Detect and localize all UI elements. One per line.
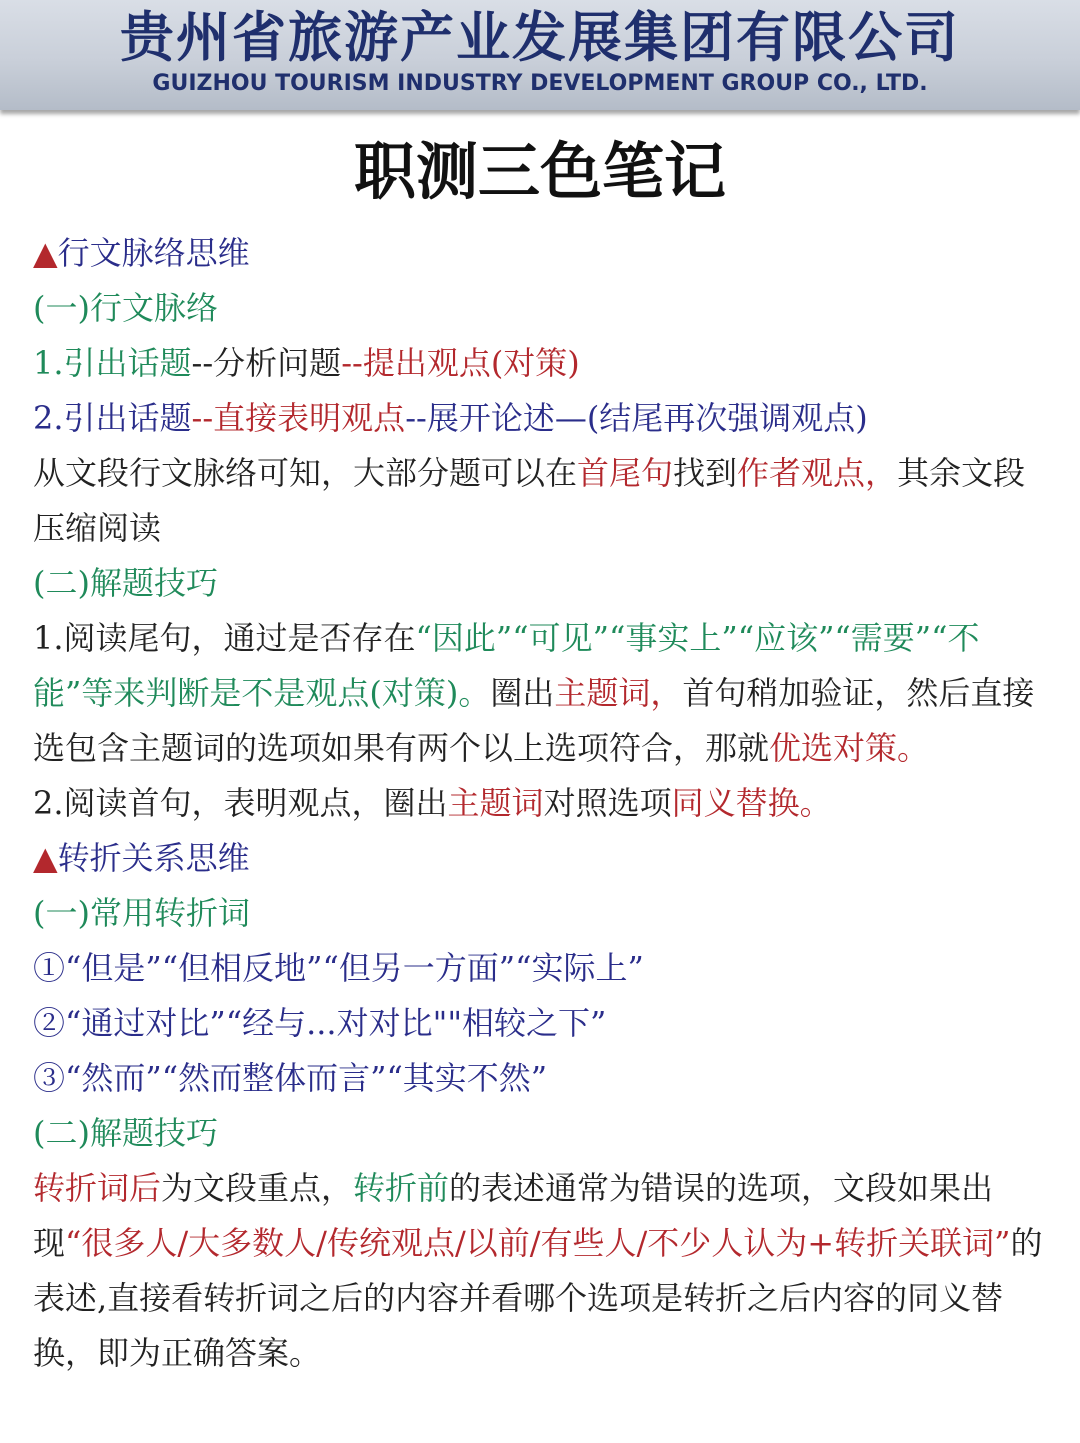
text-segment: 圈出 [490,674,555,712]
text-segment: 首句稍加验证，然后直接选包含主题词的选项如果有两个以上选项符合，那就 [33,674,1035,767]
tip-paragraph-2 [33,776,1053,831]
flow-step: --提出观点(对策) [341,344,580,382]
company-name-en: GUIZHOU TOURISM INDUSTRY DEVELOPMENT GROUP CO., LTD. [152,71,928,96]
transition-list-item: ①“但是”“但相反地”“但另一方面”“实际上” [33,949,644,987]
section-heading-transition [33,831,1053,886]
triangle-icon: ▲ [33,839,58,877]
text-segment: 找到 [673,454,738,492]
text-segment: 其余文段压缩阅读 [33,454,1026,547]
text-segment: 1.阅读尾句，通过是否存在 [33,619,416,657]
transition-paragraph [33,1161,1053,1381]
flow-step: --分析问题 [191,344,342,382]
flow-step: 2.引出话题 [33,399,192,437]
highlight-segment: 首尾句 [577,454,674,492]
transition-list-item: ③“然而”“然而整体而言”“其实不然” [33,1059,548,1097]
transition-list-item: ②“通过对比”“经与...对对比""相较之下” [33,1004,607,1042]
text-segment: 对照选项 [543,784,672,822]
context-paragraph [33,446,1053,556]
flow-item-1 [33,336,1053,391]
text-segment: 的表述通常为错误的选项，文段如果出现 [33,1169,994,1262]
company-banner [0,0,1080,110]
page-title: 职测三色笔记 [353,135,726,208]
keyword-segment: “因此”“可见”“事实上”“应该”“需要”“不能”等来判断是不是观点(对策)。 [33,619,980,712]
subheading-transition-words: (一)常用转折词 [33,894,250,932]
section-heading-context [33,226,1053,281]
company-name-cn: 贵州省旅游产业发展集团有限公司 [120,6,960,69]
highlight-segment: 优选对策。 [769,729,930,767]
highlight-segment: 转折词后 [33,1169,162,1207]
text-segment: 的表述,直接看转折词之后的内容并看哪个选项是转折之后内容的同义替换，即为正确答案。 [33,1224,1043,1372]
flow-item-2 [33,391,1053,446]
text-segment: 2.阅读首句，表明观点，圈出 [33,784,448,822]
notes-body [33,226,1053,1381]
subheading-transition-tips: (二)解题技巧 [33,1114,218,1152]
flow-step: --直接表明观点 [191,399,406,437]
subheading-context-flow: (一)行文脉络 [33,289,218,327]
text-segment: 从文段行文脉络可知，大部分题可以在 [33,454,578,492]
text-segment: 为文段重点， [161,1169,354,1207]
highlight-segment: 同义替换。 [671,784,832,822]
highlight-segment: “很多人/大多数人/传统观点/以前/有些人/不少人认为+转折关联词” [65,1224,1011,1262]
keyword-segment: 转折前 [353,1169,450,1207]
highlight-segment: 作者观点， [737,454,898,492]
highlight-segment: 主题词， [554,674,683,712]
highlight-segment: 主题词 [447,784,544,822]
section-heading-text: 行文脉络思维 [57,234,250,272]
triangle-icon: ▲ [33,234,58,272]
tip-paragraph-1 [33,611,1053,776]
flow-step: 1.引出话题 [33,344,192,382]
section-heading-text: 转折关系思维 [57,839,250,877]
subheading-solving-tips: (二)解题技巧 [33,564,218,602]
flow-step: --展开论述—(结尾再次强调观点) [405,399,868,437]
